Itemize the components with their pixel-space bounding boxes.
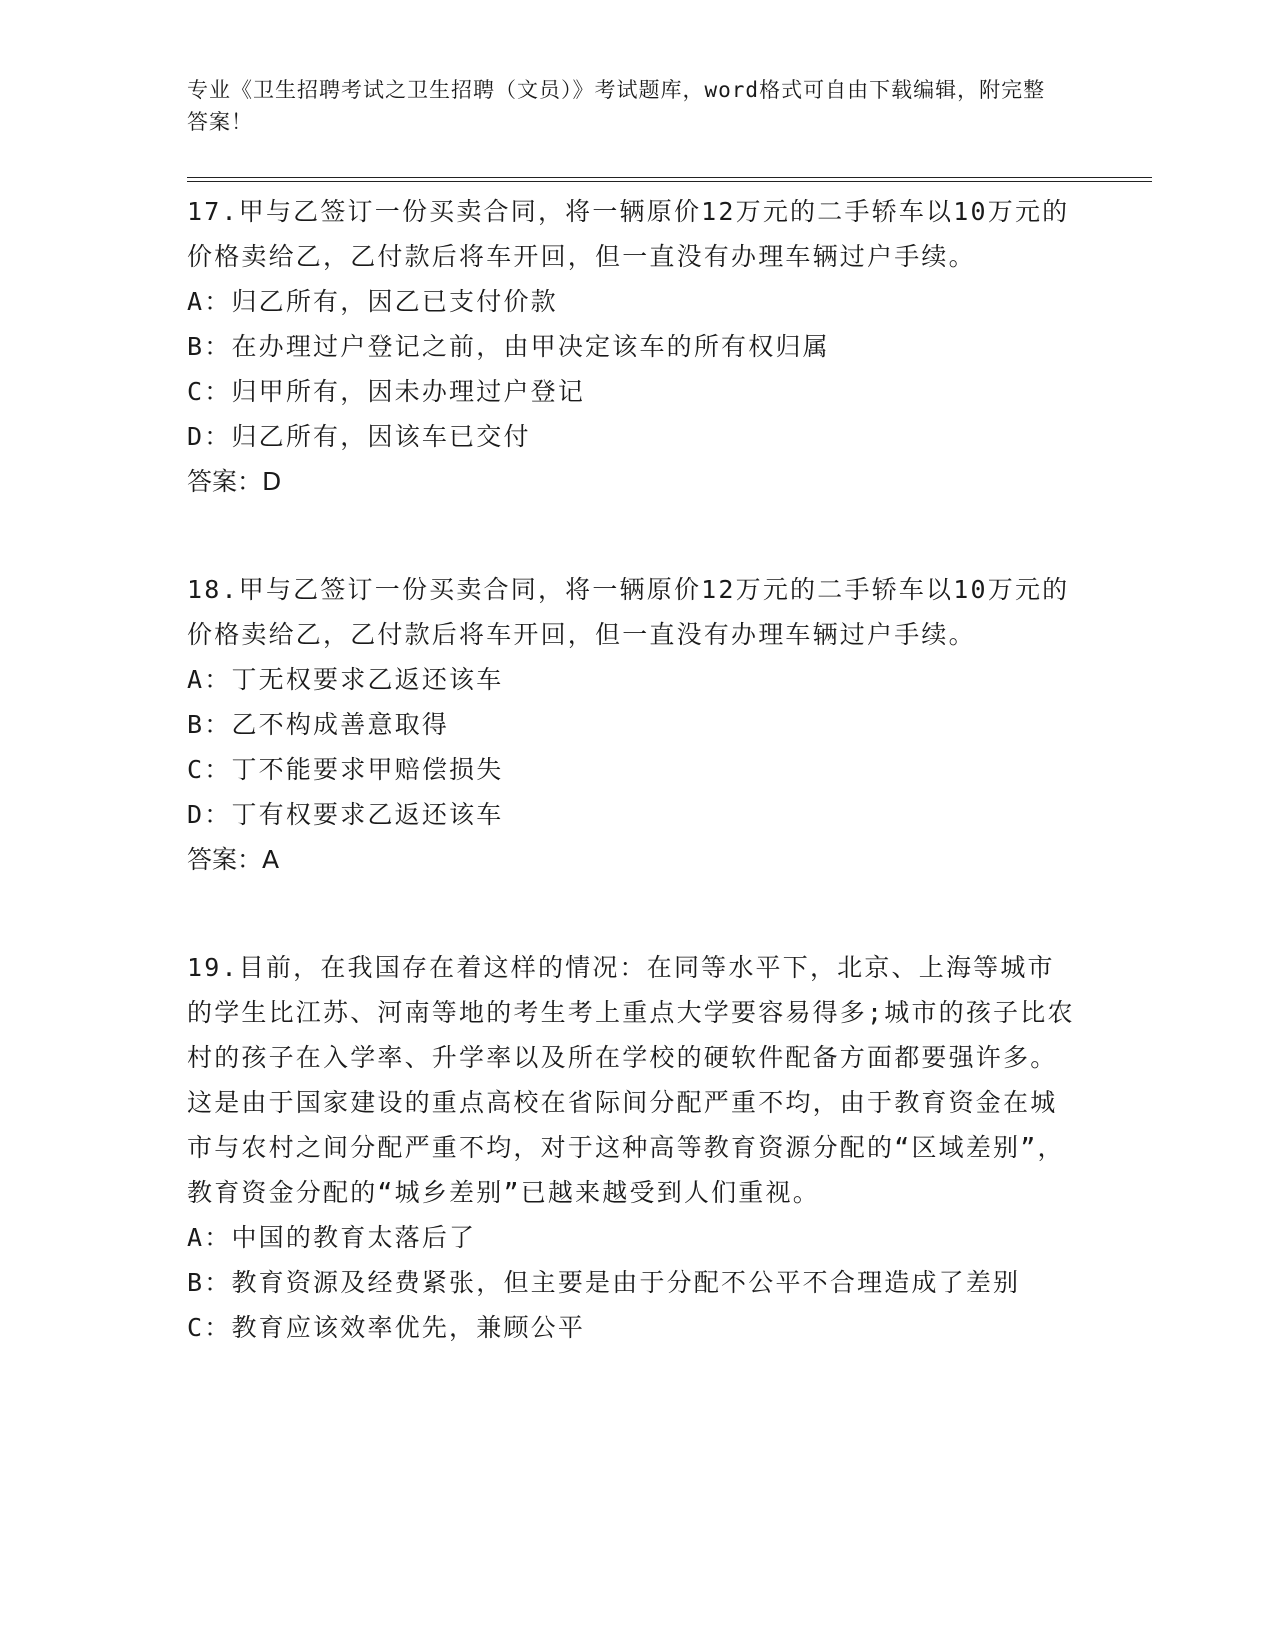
option-d: D：丁有权要求乙返还该车 <box>187 800 504 829</box>
question-17 <box>187 189 1077 505</box>
answer-label: 答案：A <box>187 845 280 874</box>
option-a: A：中国的教育太落后了 <box>187 1223 477 1252</box>
option-c: C：归甲所有，因未办理过户登记 <box>187 377 586 406</box>
answer-label: 答案：D <box>187 467 282 496</box>
header-divider-top <box>187 177 1152 178</box>
document-header: 专业《卫生招聘考试之卫生招聘（文员）》考试题库，word格式可自由下载编辑，附完整答案！ <box>187 78 1046 134</box>
option-b: B：在办理过户登记之前，由甲决定该车的所有权归属 <box>187 332 830 361</box>
question-gap <box>187 505 1077 567</box>
question-18 <box>187 567 1077 883</box>
option-c: C：教育应该效率优先，兼顾公平 <box>187 1313 586 1342</box>
question-19 <box>187 945 1077 1350</box>
option-b: B：教育资源及经费紧张，但主要是由于分配不公平不合理造成了差别 <box>187 1268 1021 1297</box>
question-stem: 18.甲与乙签订一份买卖合同，将一辆原价12万元的二手轿车以10万元的价格卖给乙，乙付款后将车开回，但一直没有办理车辆过户手续。 <box>187 575 1070 649</box>
question-stem: 17.甲与乙签订一份买卖合同，将一辆原价12万元的二手轿车以10万元的价格卖给乙，乙付款后将车开回，但一直没有办理车辆过户手续。 <box>187 197 1070 271</box>
question-stem: 19.目前，在我国存在着这样的情况：在同等水平下，北京、上海等城市的学生比江苏、河南等地的考生考上重点大学要容易得多;城市的孩子比农村的孩子在入学率、升学率以及所在学校的硬软件配备方面都要强许多。这是由于国家建设的重点高校在省际间分配严重不均，由于教育资金在城市与农村之间分配严重不均，对于这种高等教育资源分配的“区域差别”，教育资金分配的“城乡差别”已越来越受到人们重视。 <box>187 953 1075 1207</box>
option-a: A：丁无权要求乙返还该车 <box>187 665 504 694</box>
option-b: B：乙不构成善意取得 <box>187 710 450 739</box>
option-a: A：归乙所有，因乙已支付价款 <box>187 287 558 316</box>
option-c: C：丁不能要求甲赔偿损失 <box>187 755 504 784</box>
option-d: D：归乙所有，因该车已交付 <box>187 422 531 451</box>
header-divider-bottom <box>187 181 1152 182</box>
question-list <box>187 189 1077 1350</box>
question-gap <box>187 883 1077 945</box>
